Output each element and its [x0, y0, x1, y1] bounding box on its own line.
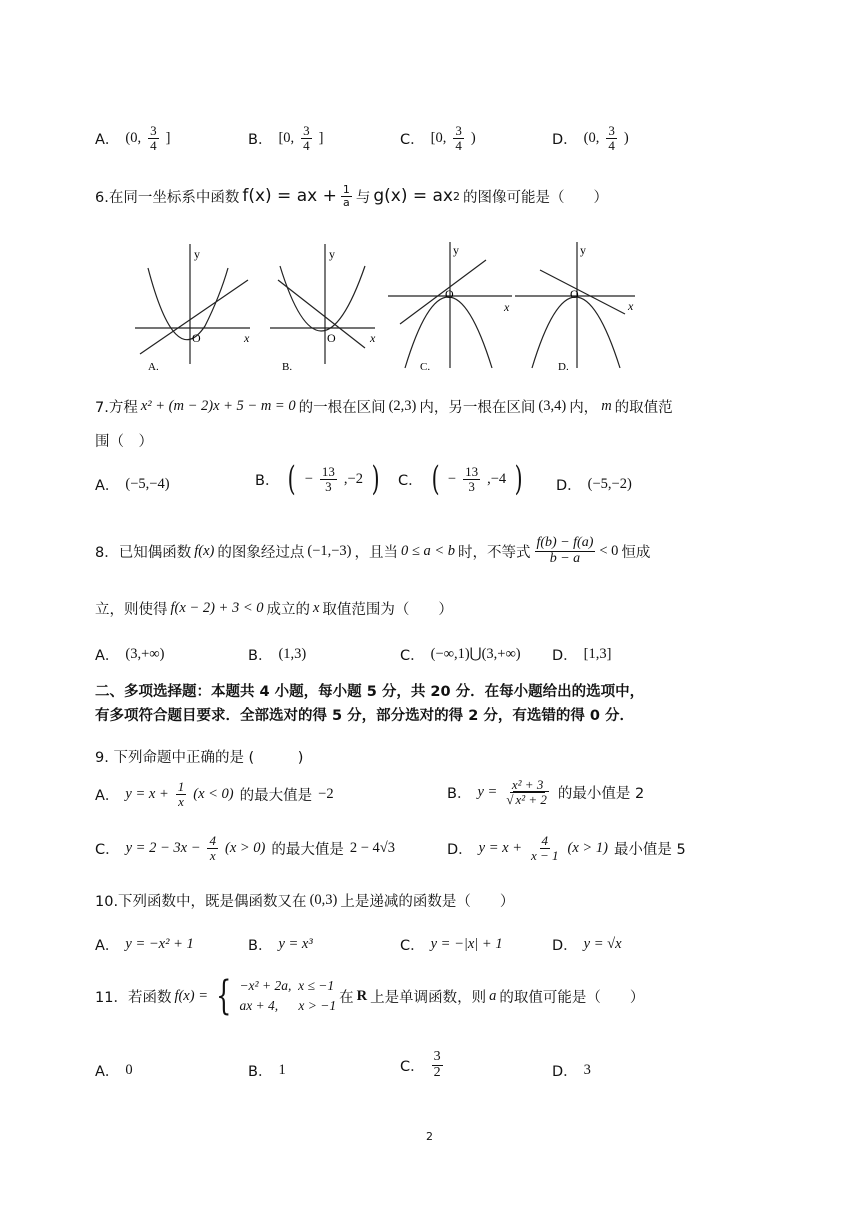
option-label: D．: [552, 938, 578, 954]
graph-caption: B.: [282, 361, 293, 373]
q7-option-b: B． ( − $\frac{13}{3}$ ,−2 ): [255, 459, 380, 499]
q10-option-a: A． y = −x² + 1: [95, 936, 194, 954]
option-label: D．: [552, 648, 578, 664]
option-label: C．: [400, 131, 425, 148]
option-label: B．: [248, 938, 273, 954]
origin-label: O: [570, 287, 579, 301]
q8-option-d: D． [1,3]: [552, 646, 612, 664]
page-number: 2: [426, 1130, 433, 1143]
fraction: $\frac{3}{4}$: [608, 123, 615, 153]
graph-c: [388, 242, 512, 368]
fraction: $\frac{3}{4}$: [150, 123, 157, 153]
fraction: $\frac{13}{3}$: [321, 463, 335, 494]
fraction: $\frac{3}{4}$: [303, 123, 310, 153]
origin-label: O: [327, 331, 336, 345]
option-label: D．: [552, 131, 578, 148]
q8-option-a: A． (3,+∞): [95, 646, 165, 664]
option-label: B．: [248, 131, 273, 148]
q8-stem: 8．已知偶函数 f(x) 的图象经过点 (−1,−3) ，且当 0 ≤ a < b 时，不等式 $\frac{f(b) - f(a)}{b - a}$ < 0 恒成: [95, 535, 651, 566]
option-label: C．: [398, 472, 423, 489]
q11-option-c: [400, 1050, 444, 1080]
q11-option-b: B． 1: [248, 1062, 286, 1080]
option-label: D．: [447, 841, 473, 858]
fraction: $\frac{f(b) - f(a)}{b - a}$: [536, 535, 594, 566]
graph-a: [135, 244, 250, 364]
origin-label: O: [192, 331, 201, 345]
q10-option-b: B． y = x³: [248, 936, 313, 954]
axis-label-x: x: [628, 299, 634, 313]
q5-option-c: C． [0, $\frac{3}{4}$ ): [400, 123, 476, 153]
option-label: B．: [248, 1064, 273, 1080]
option-label: A．: [95, 131, 120, 148]
fraction: $\frac{4}{x - 1}$: [531, 833, 559, 863]
q6-graphs: [130, 236, 650, 376]
axis-label-x: x: [244, 331, 250, 345]
q7-stem: 7.方程 x² + (m − 2)x + 5 − m = 0 的一根在区间 (2,3) 内，另一根在区间 (3,4) 内， m 的取值范: [95, 398, 673, 416]
q9-option-a: A． y = x + $\frac{1}{x}$ (x < 0) 的最大值是 −2: [95, 779, 334, 809]
option-label: C．: [400, 648, 425, 664]
q11-stem: 11．若函数 f(x) = { −x² + 2a, x ≤ −1 ax + 4, x > −1 在 R 上是单调函数，则 a 的取值可能是（ ）: [95, 973, 645, 1020]
fraction: $\frac{1}{a}$: [342, 183, 350, 209]
option-label: B．: [447, 785, 472, 802]
origin-label: O: [445, 287, 454, 301]
q5-option-d: D． (0, $\frac{3}{4}$ ): [552, 123, 629, 153]
fraction: $\frac{4}{x}$: [209, 833, 216, 863]
fraction: $\frac{1}{x}$: [177, 779, 185, 809]
axis-label-x: x: [370, 331, 376, 345]
fraction: $\frac{3}{2}$: [433, 1049, 441, 1080]
option-label: C．: [400, 1058, 425, 1075]
q7-option-c: C． ( − $\frac{13}{3}$ ,−4 ): [398, 459, 523, 499]
option-label: C．: [95, 841, 120, 858]
q11-option-d: D． 3: [552, 1062, 591, 1080]
q5-option-a: A． (0, $\frac{3}{4}$ ]: [95, 123, 171, 153]
axis-label-y: y: [329, 247, 335, 261]
q10-option-c: C． y = −|x| + 1: [400, 936, 503, 954]
option-label: A．: [95, 787, 120, 804]
fraction: $\frac{\text{x² + 3}}{\text{√ x² + 2}}$: [506, 777, 547, 807]
q6-stem: 6.在同一坐标系中函数 f(x) = ax + $\frac{1}{a}$ 与 g(x) = ax 2 的图像可能是（ ）: [95, 183, 608, 209]
option-label: B．: [248, 648, 273, 664]
graph-caption: C.: [420, 361, 431, 373]
graph-caption: A.: [148, 361, 159, 373]
option-label: A．: [95, 478, 120, 494]
axis-label-x: x: [504, 300, 510, 314]
option-label: C．: [400, 938, 425, 954]
option-label: A．: [95, 648, 120, 664]
option-label: D．: [552, 1064, 578, 1080]
axis-label-y: y: [453, 243, 459, 257]
q9-option-c: C． y = 2 − 3x − $\frac{4}{x}$ (x > 0) 的最大值是 2 − 4√3: [95, 833, 396, 863]
q10-stem: 10.下列函数中，既是偶函数又在 (0,3) 上是递减的函数是（ ）: [95, 892, 515, 910]
section-2-header-line2: 有多项符合题目要求．全部选对的得 5 分，部分选对的得 2 分，有选错的得 0 分．: [95, 708, 635, 724]
q5-option-b: B． [0, $\frac{3}{4}$ ]: [248, 123, 324, 153]
option-label: B．: [255, 472, 280, 489]
q7-option-a: A． (−5,−4): [95, 476, 170, 494]
parabola: [148, 268, 228, 340]
q9-option-d: D． y = x + $\frac{4}{x - 1}$ (x > 1) 最小值是 5: [447, 833, 686, 863]
fraction: $\frac{13}{3}$: [465, 463, 479, 494]
q8-option-c: C． (−∞,1)⋃(3,+∞): [400, 646, 521, 664]
q11-option-a: A． 0: [95, 1062, 133, 1080]
graph-b: [270, 244, 375, 364]
axis-label-y: y: [580, 243, 586, 257]
q10-option-d: D． y = √x: [552, 936, 622, 954]
q8-option-b: B． (1,3): [248, 646, 307, 664]
option-label: A．: [95, 938, 120, 954]
graph-d: [515, 242, 635, 368]
q7-option-d: D． (−5,−2): [556, 476, 632, 494]
graph-caption: D.: [558, 361, 569, 373]
axis-label-y: y: [194, 247, 200, 261]
q7-stem-line2: 围（ ）: [95, 434, 153, 450]
q9-option-b: B． y = $\frac{\text{x² + 3}}{\text{√ x² + 2}}$ 的最小值是 2: [447, 777, 645, 807]
piecewise-cases: −x² + 2a, x ≤ −1 ax + 4, x > −1: [239, 978, 337, 1014]
fraction: $\frac{3}{4}$: [455, 123, 462, 153]
q8-stem-line2: 立，则使得 f(x − 2) + 3 < 0 成立的 x 取值范围为（ ）: [95, 600, 453, 618]
q9-stem: 9. 下列命题中正确的是 ( ): [95, 750, 304, 766]
option-label: D．: [556, 478, 582, 494]
section-2-header-line1: 二、多项选择题：本题共 4 小题，每小题 5 分，共 20 分．在每小题给出的选项中，: [95, 684, 645, 700]
option-label: A．: [95, 1064, 120, 1080]
